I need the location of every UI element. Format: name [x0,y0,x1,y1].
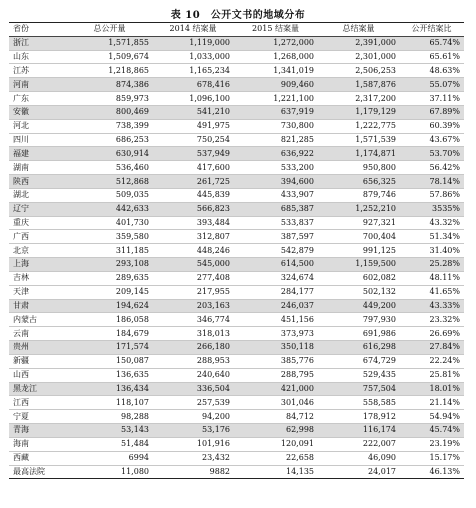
cell-total-closed: 656,325 [318,175,400,189]
table-row [9,244,464,258]
cell-2014-closed: 203,163 [153,299,234,313]
header-2014-closed: 2014 结案量 [153,23,234,37]
cell-2014-closed: 1,033,000 [153,50,234,64]
cell-public-ratio: 25.28% [400,258,464,272]
cell-province: 宁夏 [9,410,67,424]
cell-2014-closed: 336,504 [153,382,234,396]
cell-public-ratio: 26.69% [400,327,464,341]
cell-total-closed: 178,912 [318,410,400,424]
cell-total-closed: 950,800 [318,161,400,175]
table-row [9,78,464,92]
cell-2015-closed: 533,837 [234,216,318,230]
cell-province: 江苏 [9,64,67,78]
cell-province: 北京 [9,244,67,258]
cell-province: 云南 [9,327,67,341]
cell-2014-closed: 448,246 [153,244,234,258]
cell-province: 内蒙古 [9,313,67,327]
cell-total-public: 401,730 [67,216,153,230]
cell-2014-closed: 1,096,100 [153,92,234,106]
cell-2014-closed: 94,200 [153,410,234,424]
cell-total-closed: 558,585 [318,396,400,410]
cell-2015-closed: 62,998 [234,424,318,438]
cell-total-public: 136,434 [67,382,153,396]
cell-public-ratio: 15.17% [400,451,464,465]
table-row [9,396,464,410]
cell-total-closed: 674,729 [318,354,400,368]
cell-public-ratio: 56.42% [400,161,464,175]
cell-total-public: 686,253 [67,133,153,147]
cell-total-public: 874,386 [67,78,153,92]
cell-public-ratio: 78.14% [400,175,464,189]
cell-2015-closed: 120,091 [234,437,318,451]
table-row [9,230,464,244]
header-2015-closed: 2015 结案量 [234,23,318,37]
table-row [9,465,464,479]
cell-total-closed: 616,298 [318,341,400,355]
cell-2014-closed: 445,839 [153,188,234,202]
cell-public-ratio: 43.67% [400,133,464,147]
cell-2014-closed: 266,180 [153,341,234,355]
cell-total-public: 194,624 [67,299,153,313]
cell-province: 辽宁 [9,202,67,216]
cell-total-public: 536,460 [67,161,153,175]
cell-province: 黑龙江 [9,382,67,396]
cell-province: 广西 [9,230,67,244]
cell-province: 天津 [9,285,67,299]
cell-2014-closed: 545,000 [153,258,234,272]
cell-public-ratio: 23.32% [400,313,464,327]
cell-total-closed: 1,179,129 [318,105,400,119]
cell-public-ratio: 46.13% [400,465,464,479]
cell-total-closed: 1,252,210 [318,202,400,216]
cell-total-closed: 1,571,539 [318,133,400,147]
cell-2014-closed: 566,823 [153,202,234,216]
table-row [9,437,464,451]
cell-public-ratio: 23.19% [400,437,464,451]
table-row [9,175,464,189]
cell-2015-closed: 636,922 [234,147,318,161]
table-row [9,92,464,106]
cell-province: 四川 [9,133,67,147]
cell-total-public: 51,484 [67,437,153,451]
cell-total-public: 442,633 [67,202,153,216]
table-row [9,147,464,161]
cell-total-public: 98,288 [67,410,153,424]
cell-total-closed: 529,435 [318,368,400,382]
header-row [9,23,464,37]
cell-total-closed: 991,125 [318,244,400,258]
cell-total-closed: 24,017 [318,465,400,479]
table-row [9,341,464,355]
cell-total-closed: 691,986 [318,327,400,341]
cell-total-public: 184,679 [67,327,153,341]
cell-2014-closed: 537,949 [153,147,234,161]
cell-total-public: 509,035 [67,188,153,202]
cell-province: 安徽 [9,105,67,119]
cell-2015-closed: 387,597 [234,230,318,244]
cell-total-public: 136,635 [67,368,153,382]
cell-2015-closed: 394,600 [234,175,318,189]
cell-2014-closed: 318,013 [153,327,234,341]
cell-2015-closed: 350,118 [234,341,318,355]
cell-total-public: 293,108 [67,258,153,272]
cell-province: 甘肃 [9,299,67,313]
cell-public-ratio: 48.11% [400,271,464,285]
cell-total-public: 289,635 [67,271,153,285]
cell-public-ratio: 18.01% [400,382,464,396]
cell-2014-closed: 346,774 [153,313,234,327]
table-row [9,119,464,133]
cell-2014-closed: 101,916 [153,437,234,451]
cell-province: 新疆 [9,354,67,368]
cell-public-ratio: 51.34% [400,230,464,244]
cell-public-ratio: 60.39% [400,119,464,133]
cell-total-closed: 1,222,775 [318,119,400,133]
cell-province: 青海 [9,424,67,438]
cell-2015-closed: 22,658 [234,451,318,465]
cell-2014-closed: 1,165,234 [153,64,234,78]
cell-2015-closed: 637,919 [234,105,318,119]
table-title: 表 10 公开文书的地域分布 [170,10,306,21]
cell-2014-closed: 393,484 [153,216,234,230]
cell-total-public: 118,107 [67,396,153,410]
cell-total-closed: 2,301,000 [318,50,400,64]
cell-2015-closed: 685,387 [234,202,318,216]
cell-2014-closed: 288,953 [153,354,234,368]
cell-public-ratio: 48.63% [400,64,464,78]
cell-public-ratio: 54.94% [400,410,464,424]
cell-total-closed: 602,082 [318,271,400,285]
cell-2014-closed: 9882 [153,465,234,479]
table-row [9,105,464,119]
cell-public-ratio: 27.84% [400,341,464,355]
cell-public-ratio: 43.33% [400,299,464,313]
cell-province: 上海 [9,258,67,272]
cell-public-ratio: 65.74% [400,36,464,50]
table-row [9,299,464,313]
cell-province: 福建 [9,147,67,161]
table-row [9,354,464,368]
cell-total-closed: 2,317,200 [318,92,400,106]
cell-2015-closed: 288,795 [234,368,318,382]
cell-2014-closed: 240,640 [153,368,234,382]
header-total-closed: 总结案量 [318,23,400,37]
cell-total-public: 150,087 [67,354,153,368]
cell-province: 最高法院 [9,465,67,479]
cell-total-closed: 46,090 [318,451,400,465]
cell-2014-closed: 261,725 [153,175,234,189]
cell-public-ratio: 55.07% [400,78,464,92]
cell-2014-closed: 750,254 [153,133,234,147]
cell-2015-closed: 614,500 [234,258,318,272]
cell-province: 湖北 [9,188,67,202]
cell-total-public: 800,469 [67,105,153,119]
cell-total-public: 1,218,865 [67,64,153,78]
table-row [9,382,464,396]
cell-2014-closed: 53,176 [153,424,234,438]
cell-public-ratio: 31.40% [400,244,464,258]
cell-total-public: 859,973 [67,92,153,106]
cell-province: 吉林 [9,271,67,285]
table-row [9,216,464,230]
cell-2014-closed: 312,807 [153,230,234,244]
cell-province: 山西 [9,368,67,382]
cell-2014-closed: 217,955 [153,285,234,299]
cell-total-public: 53,143 [67,424,153,438]
table-row [9,258,464,272]
cell-2015-closed: 542,879 [234,244,318,258]
cell-2014-closed: 417,600 [153,161,234,175]
cell-total-closed: 927,321 [318,216,400,230]
cell-total-public: 359,580 [67,230,153,244]
cell-public-ratio: 25.81% [400,368,464,382]
table-row [9,271,464,285]
cell-total-closed: 700,404 [318,230,400,244]
cell-2014-closed: 491,975 [153,119,234,133]
cell-2015-closed: 385,776 [234,354,318,368]
cell-total-closed: 757,504 [318,382,400,396]
cell-total-public: 11,080 [67,465,153,479]
cell-province: 陕西 [9,175,67,189]
cell-2015-closed: 301,046 [234,396,318,410]
cell-2015-closed: 1,221,100 [234,92,318,106]
table-row [9,50,464,64]
cell-total-closed: 116,174 [318,424,400,438]
table-row [9,451,464,465]
cell-total-public: 1,571,855 [67,36,153,50]
cell-total-closed: 1,587,876 [318,78,400,92]
table-row [9,161,464,175]
header-province: 省份 [9,23,67,37]
cell-2014-closed: 541,210 [153,105,234,119]
cell-2015-closed: 1,341,019 [234,64,318,78]
cell-public-ratio: 43.32% [400,216,464,230]
cell-public-ratio: 45.74% [400,424,464,438]
cell-total-closed: 879,746 [318,188,400,202]
cell-public-ratio: 3535% [400,202,464,216]
cell-total-closed: 1,159,500 [318,258,400,272]
table-row [9,285,464,299]
cell-2015-closed: 324,674 [234,271,318,285]
cell-public-ratio: 57.86% [400,188,464,202]
cell-total-public: 512,868 [67,175,153,189]
table-row [9,424,464,438]
cell-total-closed: 449,200 [318,299,400,313]
cell-total-public: 171,574 [67,341,153,355]
cell-2015-closed: 284,177 [234,285,318,299]
cell-total-closed: 502,132 [318,285,400,299]
cell-2015-closed: 373,973 [234,327,318,341]
cell-public-ratio: 22.24% [400,354,464,368]
cell-total-public: 6994 [67,451,153,465]
cell-2015-closed: 730,800 [234,119,318,133]
cell-province: 河南 [9,78,67,92]
cell-total-closed: 2,391,000 [318,36,400,50]
table-row [9,313,464,327]
cell-province: 江西 [9,396,67,410]
cell-2014-closed: 257,539 [153,396,234,410]
cell-2014-closed: 23,432 [153,451,234,465]
cell-province: 河北 [9,119,67,133]
cell-2015-closed: 84,712 [234,410,318,424]
cell-2015-closed: 451,156 [234,313,318,327]
cell-public-ratio: 21.14% [400,396,464,410]
cell-2015-closed: 14,135 [234,465,318,479]
cell-total-closed: 1,174,871 [318,147,400,161]
cell-2014-closed: 277,408 [153,271,234,285]
cell-total-public: 738,399 [67,119,153,133]
cell-public-ratio: 37.11% [400,92,464,106]
cell-total-public: 209,145 [67,285,153,299]
cell-total-public: 186,058 [67,313,153,327]
cell-public-ratio: 65.61% [400,50,464,64]
cell-2015-closed: 1,272,000 [234,36,318,50]
cell-province: 湖南 [9,161,67,175]
cell-total-closed: 222,007 [318,437,400,451]
cell-2015-closed: 1,268,000 [234,50,318,64]
cell-public-ratio: 67.89% [400,105,464,119]
cell-2015-closed: 533,200 [234,161,318,175]
table-row [9,64,464,78]
cell-total-public: 311,185 [67,244,153,258]
table-row [9,327,464,341]
cell-province: 广东 [9,92,67,106]
table-row [9,133,464,147]
table-row [9,36,464,50]
cell-total-public: 1,509,674 [67,50,153,64]
cell-public-ratio: 53.70% [400,147,464,161]
cell-province: 山东 [9,50,67,64]
cell-2015-closed: 421,000 [234,382,318,396]
cell-total-closed: 2,506,253 [318,64,400,78]
table-row [9,410,464,424]
cell-2015-closed: 909,460 [234,78,318,92]
cell-province: 浙江 [9,36,67,50]
cell-2015-closed: 246,037 [234,299,318,313]
cell-total-closed: 797,930 [318,313,400,327]
region-distribution-table [9,22,464,479]
cell-2015-closed: 433,907 [234,188,318,202]
header-total-public: 总公开量 [67,23,153,37]
cell-province: 重庆 [9,216,67,230]
table-row [9,188,464,202]
cell-province: 西藏 [9,451,67,465]
table-row [9,368,464,382]
cell-province: 贵州 [9,341,67,355]
cell-province: 海南 [9,437,67,451]
cell-2015-closed: 821,285 [234,133,318,147]
header-public-ratio: 公开结案比 [400,23,464,37]
table-row [9,202,464,216]
cell-2014-closed: 1,119,000 [153,36,234,50]
cell-public-ratio: 41.65% [400,285,464,299]
cell-2014-closed: 678,416 [153,78,234,92]
cell-total-public: 630,914 [67,147,153,161]
